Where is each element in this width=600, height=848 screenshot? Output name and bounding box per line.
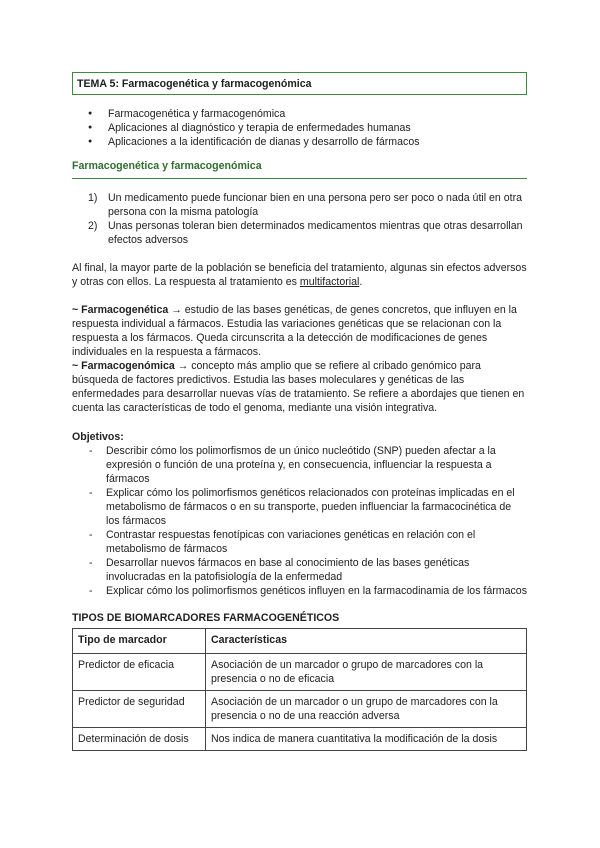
table-heading: TIPOS DE BIOMARCADORES FARMACOGENÉTICOS (72, 612, 340, 624)
list-item (88, 219, 527, 247)
paragraph-text: . (359, 276, 363, 288)
column-header: Tipo de marcador (73, 629, 206, 654)
definition-term: ~ Farmacogenómica → (72, 360, 189, 372)
underlined-term: multifactorial (299, 276, 360, 288)
table-row (73, 728, 527, 751)
list-item: - Explicar cómo los polimorfismos genéticos relacionados con proteínas implicadas en el metabolismo de fármacos o en su transporte, pueden influenciar la farmacocinética de los fármacos (106, 486, 527, 528)
table-cell: Asociación de un marcador o un grupo de marcadores con la presencia o no de una reacción adversa (206, 691, 527, 728)
table-cell: Determinación de dosis (73, 728, 206, 751)
table-cell: Nos indica de manera cuantitativa la modificación de la dosis (206, 728, 527, 751)
table-header-row (73, 629, 527, 654)
list-item: - Desarrollar nuevos fármacos en base al conocimiento de las bases genéticas involucradas en la patofisiología de la enfermedad (106, 556, 527, 584)
paragraph-text: Al final, la mayor parte de la población se beneficia del tratamiento, algunas sin efectos adversos y otras con ellos. La respuesta al tratamiento es (72, 262, 527, 288)
topic-list (72, 107, 527, 149)
summary-paragraph (72, 261, 527, 289)
table-row (73, 691, 527, 728)
section-heading: Farmacogenética y farmacogenómica (72, 159, 527, 179)
definition-text: estudio de las bases genéticas, de genes concretos, que influyen en la respuesta individual a fármacos. Estudia las variaciones genéticas que se relacionan con la respuesta a los fármacos. Queda circunscrita a la detección de modificaciones de genes individuales en la respuesta a fármacos. (72, 304, 517, 358)
list-item: ● Aplicaciones a la identificación de dianas y desarrollo de fármacos (108, 135, 527, 149)
list-number: 1) (88, 192, 98, 204)
list-text: Unas personas toleran bien determinados medicamentos mientras que otras desarrollan efectos adversos (108, 220, 523, 246)
document-page (72, 72, 527, 751)
document-title: TEMA 5: Farmacogenética y farmacogenómica (72, 72, 527, 95)
table-cell: Predictor de seguridad (73, 691, 206, 728)
list-item: - Explicar cómo los polimorfismos genéticos influyen en la farmacodinamia de los fármacos (106, 584, 527, 598)
definition-farmacogenetica (72, 303, 527, 359)
table-row (73, 654, 527, 691)
biomarker-table (72, 628, 527, 751)
definition-farmacogenomica (72, 359, 527, 415)
list-item: ● Aplicaciones al diagnóstico y terapia de enfermedades humanas (108, 121, 527, 135)
table-cell: Predictor de eficacia (73, 654, 206, 691)
list-item: ● Farmacogenética y farmacogenómica (108, 107, 527, 121)
column-header: Características (206, 629, 527, 654)
table-cell: Asociación de un marcador o grupo de marcadores con la presencia o no de eficacia (206, 654, 527, 691)
definition-term: ~ Farmacogenética → (72, 304, 182, 316)
numbered-list (72, 191, 527, 247)
list-number: 2) (88, 220, 98, 232)
definition-text: concepto más amplio que se refiere al cribado genómico para búsqueda de factores predictivos. Estudia las bases moleculares y genéticas de las enfermedades para desarrollar nuevas vías de tratamiento. Se refiere a abordajes que tienen en cuenta las características de todo el genoma, mediante una visión integrativa. (72, 360, 525, 414)
objectives-list (72, 444, 527, 598)
list-item: - Describir cómo los polimorfismos de un único nucleótido (SNP) pueden afectar a la expresión o función de una proteína y, en consecuencia, influenciar la respuesta a fármacos (106, 444, 527, 486)
list-item: - Contrastar respuestas fenotípicas con variaciones genéticas en relación con el metabolismo de fármacos (106, 528, 527, 556)
list-item (88, 191, 527, 219)
objectives-heading: Objetivos: (72, 431, 124, 443)
list-text: Un medicamento puede funcionar bien en una persona pero ser poco o nada útil en otra persona con la misma patología (108, 192, 523, 218)
